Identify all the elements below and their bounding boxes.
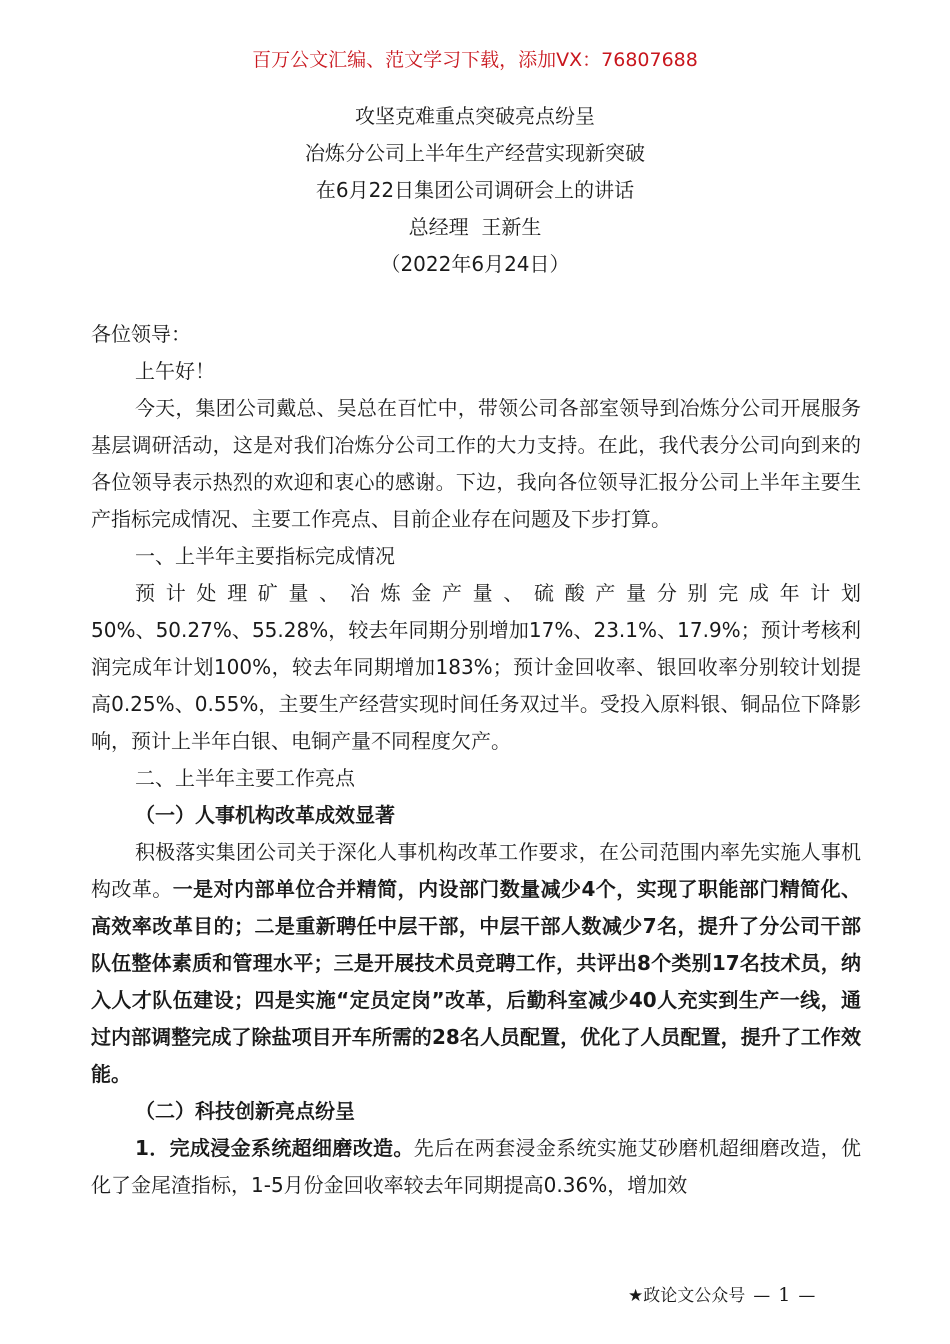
section-1-first-line: 预计处理矿量、冶炼金产量、硫酸产量分别完成年计划 [135,581,861,605]
title-block [0,98,950,283]
section-1-heading: 一、上半年主要指标完成情况 [135,544,395,568]
date-line: （2022年6月24日） [380,252,570,276]
speech-title: 攻坚克难重点突破亮点纷呈 [355,104,595,128]
item-1-heading: 1．完成浸金系统超细磨改造。 [135,1136,414,1160]
subsection-2-heading: （二）科技创新亮点纷呈 [135,1099,355,1123]
footer-source: ★政论文公众号 [628,1286,746,1306]
intro-paragraph: 今天，集团公司戴总、吴总在百忙中，带领公司各部室领导到冶炼分公司开展服务基层调研活动，这是对我们冶炼分公司工作的大力支持。在此，我代表分公司向到来的各位领导表示热烈的欢迎和衷心的感谢。下边，我向各位领导汇报分公司上半年主要生产指标完成情况、主要工作亮点、目前企业存在问题及下步打算。 [91,396,861,531]
section-2-heading: 二、上半年主要工作亮点 [135,766,355,790]
download-banner: 百万公文汇编、范文学习下载，添加VX：76807688 [252,49,698,71]
page-number: 1 [778,1284,791,1306]
speech-body [91,316,861,1204]
page-footer [628,1282,823,1309]
subsection-1-paragraph [91,834,861,1093]
occasion-line: 在6月22日集团公司调研会上的讲话 [315,178,635,202]
item-1-text: 先后在两套浸金系统实施艾砂磨机超细磨改造，优化了金尾渣指标，1-5月份金回收率较去年同期提高0.36%，增加效 [91,1136,861,1197]
subsection-1-heading: （一）人事机构改革成效显著 [135,803,395,827]
section-1-paragraph: 50%、50.27%、55.28%，较去年同期分别增加17%、23.1%、17.9%；预计考核利润完成年计划100%，较去年同期增加183%；预计金回收率、银回收率分别较计划提高0.25%、0.55%，主要生产经营实现时间任务双过半。受投入原料银、铜品位下降影响，预计上半年白银、电铜产量不同程度欠产。 [91,618,861,753]
item-1-paragraph [91,1130,861,1204]
subsection-1-text: 积极落实集团公司关于深化人事机构改革工作要求，在公司范围内率先实施人事机构改革。 [91,840,861,901]
salutation: 各位领导： [91,322,191,346]
speech-subtitle: 冶炼分公司上半年生产经营实现新突破 [305,141,645,165]
footer-dash-right: — [798,1286,816,1306]
subsection-1-bold-text: 一是对内部单位合并精简，内设部门数量减少4个，实现了职能部门精简化、高效率改革目的；二是重新聘任中层干部，中层干部人数减少7名，提升了分公司干部队伍整体素质和管理水平；三是开展技术员竞聘工作，共评出8个类别17名技术员，纳入人才队伍建设；四是实施“定员定岗”改革，后勤科室减少40人充实到生产一线，通过内部调整完成了除盐项目开车所需的28名人员配置，优化了人员配置，提升了工作效能。 [91,877,862,1086]
footer-dash-left: — [753,1286,771,1306]
greeting: 上午好！ [135,359,215,383]
speaker-line: 总经理 王新生 [408,215,542,239]
